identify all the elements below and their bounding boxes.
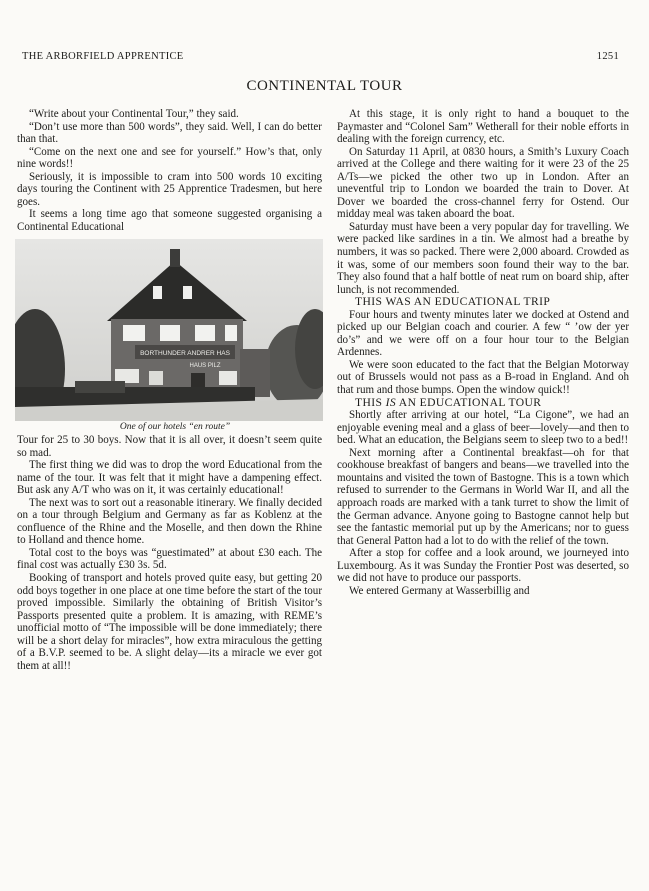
paragraph: At this stage, it is only right to hand a bouquet to the Paymaster and “Colonel Sam” Wetherall for their noble efforts in dealing with the foreign currency, etc. <box>337 108 629 146</box>
right-column <box>337 108 629 597</box>
paragraph: The first thing we did was to drop the word Educational from the name of the tour. It was felt that it might have a dampening effect. But ask any A/T who was on it, it was certainly educational! <box>17 459 322 497</box>
paragraph: Saturday must have been a very popular day for travelling. We were packed like sardines in a tin. We almost had a breathe by numbers, it was so packed. There were 2,000 aboard. Crowded as it was, some of our members soon found their way to the bar. They also found that a half bottle of neat rum on board ship, after lunch, is not recommended. <box>337 220 629 296</box>
paragraph: Booking of transport and hotels proved quite easy, but getting 20 odd boys together in one place at one time before the start of the tour proved impossible. Similarly the obtaining of British Visitor’s Passports presented quite a problem. It is amazing, with REME’s unofficial motto of “The impossible will be done immediately; there will be a short delay for miracles”, how extra miraculous the getting of a B.V.P. seemed to be. A slight delay—its a miracle we ever got them at all!! <box>17 572 322 672</box>
section-heading: THIS WAS AN EDUCATIONAL TRIP <box>355 295 551 309</box>
paragraph: “Write about your Continental Tour,” they said. <box>29 108 239 120</box>
hotel-figure <box>15 239 323 434</box>
paragraph: It seems a long time ago that someone suggested organising a Continental Educational <box>17 208 322 233</box>
hotel-sign-text: BORTHUNDER ANDRER HAS <box>140 350 230 358</box>
paragraph: We were soon educated to the fact that the Belgian Motorway out of Brussels would not pass as a B-road in England. And oh that rum and those bumps. Open the window quick!! <box>337 358 629 397</box>
paragraph: Total cost to the boys was “guestimated” at about £30 each. The final cost was actually £30 3s. 5d. <box>17 546 322 572</box>
paragraph: Seriously, it is impossible to cram into 500 words 10 exciting days touring the Continent with 25 Apprentice Tradesmen, but here goes. <box>17 170 322 208</box>
hotel-photo <box>15 239 323 421</box>
paragraph: The next was to sort out a reasonable itinerary. We finally decided on a tour through Belgium and Germany as far as Koblenz at the confluence of the Rhine and the Moselle, and then down the Rhine to Holland and thence home. <box>17 496 322 547</box>
paragraph: After a stop for coffee and a look around, we journeyed into Luxembourg. As it was Sunday the Frontier Post was deserted, so we did not have to produce our passports. <box>337 547 629 585</box>
hotel-sign-text-2: HAUS PILZ <box>189 363 221 370</box>
paragraph: Four hours and twenty minutes later we docked at Ostend and picked up our Belgian coach and courier. A few “ ’ow der yer do’s” and we were off on a four hour tour to the Belgian Ardennes. <box>337 308 629 359</box>
heading-emphasis: IS <box>385 395 397 409</box>
paragraph: Shortly after arriving at our hotel, “La Cigone”, we had an enjoyable evening meal and a glass of beer—lovely—and then to bed. What an education, the Belgians seem to sleep two to a bed!! <box>337 409 629 447</box>
publication-name: THE ARBORFIELD APPRENTICE <box>22 51 184 62</box>
page-number: 1251 <box>596 51 619 62</box>
left-column <box>17 108 322 672</box>
running-head <box>22 51 619 62</box>
article-title: CONTINENTAL TOUR <box>246 78 403 94</box>
paragraph: Tour for 25 to 30 boys. Now that it is all over, it doesn’t seem quite so mad. <box>17 434 322 459</box>
paragraph: “Don’t use more than 500 words”, they said. Well, I can do better than that. <box>17 120 322 146</box>
paragraph: On Saturday 11 April, at 0830 hours, a Smith’s Luxury Coach arrived at the College and there waiting for it were 23 of the 25 A/Ts—we picked the other two up in London. After an uneventful trip to London we boarded the train to Dover. At Dover we boarded the cross-channel ferry for Ostend. Our midday meal was taken aboard the boat. <box>337 145 629 221</box>
paragraph: We entered Germany at Wasserbillig and <box>349 584 530 597</box>
paragraph: “Come on the next one and see for yourself.” How’s that, only nine words!! <box>17 145 322 171</box>
paragraph: Next morning after a Continental breakfast—oh for that cookhouse breakfast of bangers and beans—we travelled into the mountains and visited the town of Bastogne. This is a town which refused to surrender to the Germans in World War II, and all the approach roads are marked with a tank turret to show the limit of the German advance. Anyone going to Bastogne cannot help but see the fantastic memorial put up by the Americans; nor to guess that General Patton had a lot to do with the relief of the town. <box>337 446 629 547</box>
heading-part: THIS <box>355 395 386 409</box>
figure-caption: One of our hotels “en route” <box>119 422 231 433</box>
section-heading <box>337 397 629 410</box>
heading-part: AN EDUCATIONAL TOUR <box>396 395 542 409</box>
